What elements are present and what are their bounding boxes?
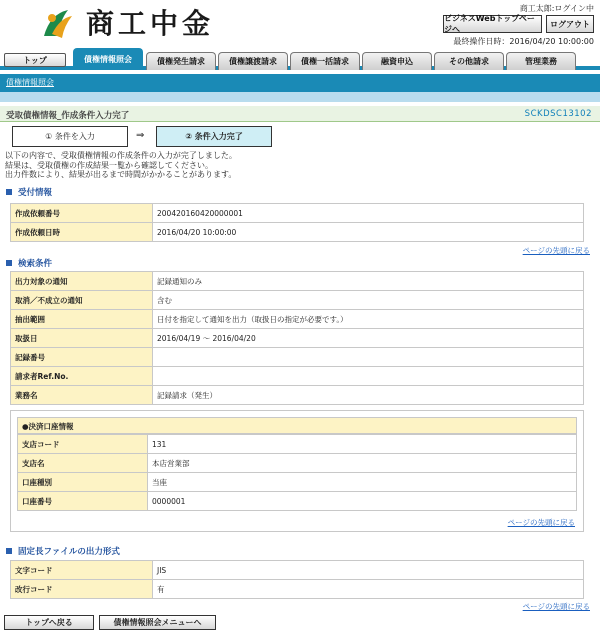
message-line: 出力件数により、結果が出るまで時間がかかることがあります。 [5,170,237,179]
last-operation-time: 最終操作日時：2016/04/20 10:00:00 [453,37,594,46]
tab-loan-application[interactable]: 融資申込 [362,52,432,70]
step-arrow: ⇒ [136,130,145,141]
char-code-label: 文字コード [11,561,153,580]
section-bullet-icon [6,189,12,195]
extraction-range-label: 抽出範囲 [11,310,153,329]
request-datetime-value: 2016/04/20 10:00:00 [153,223,584,242]
logout-button[interactable]: ログアウト [546,15,594,33]
table-row [11,386,584,405]
table-row [11,561,584,580]
back-to-top-button[interactable]: トップへ戻る [4,615,94,630]
business-name-label: 業務名 [11,386,153,405]
inquiry-menu-button[interactable]: 債権情報照会メニューへ [99,615,216,630]
table-row [11,348,584,367]
reception-heading [6,186,52,198]
handling-date-label: 取扱日 [11,329,153,348]
request-number-label: 作成依頼番号 [11,204,153,223]
user-status: 商工太郎:ログイン中 [519,4,594,13]
back-to-top-link[interactable]: ページの先頭に戻る [522,246,590,255]
settlement-account-table [17,434,577,511]
settlement-account-title: ●決済口座情報 [17,417,577,434]
search-heading [6,257,52,269]
reception-table [10,203,584,242]
page-title: 受取債権情報_作成条件入力完了 [6,111,130,121]
business-name-value: 記録請求（発生） [153,386,584,405]
fixed-file-heading-text: 固定長ファイルの出力形式 [18,547,120,557]
section-bullet-icon [6,260,12,266]
tab-top[interactable]: トップ [4,53,66,67]
table-row [11,223,584,242]
screen-id: SCKDSC13102 [524,109,592,119]
progress-steps [12,126,282,148]
settlement-account-panel [10,410,584,532]
account-number-label: 口座番号 [18,492,148,511]
tab-issue-request[interactable]: 債権発生請求 [146,52,216,70]
reception-heading-text: 受付情報 [18,188,53,198]
newline-code-label: 改行コード [11,580,153,599]
step-input-conditions: ① 条件を入力 [12,126,128,147]
table-row [11,204,584,223]
notification-target-label: 出力対象の通知 [11,272,153,291]
cancel-notification-value: 含む [153,291,584,310]
record-number-label: 記録番号 [11,348,153,367]
page-title-bar [0,106,600,122]
main-tabs [0,48,600,70]
subnav-receivable-inquiry-link[interactable]: 債権情報照会 [6,78,54,87]
requester-ref-label: 請求者Ref.No. [11,367,153,386]
handling-date-value: 2016/04/19 ～ 2016/04/20 [153,329,584,348]
notification-target-value: 記録通知のみ [153,272,584,291]
table-row [11,580,584,599]
subnav-divider [0,92,600,102]
completion-message [5,151,237,180]
tab-bulk-request[interactable]: 債権一括請求 [290,52,360,70]
step-input-complete: ② 条件入力完了 [156,126,272,147]
extraction-range-value: 日付を指定して通知を出力（取扱日の指定が必要です。） [153,310,584,329]
tab-other-request[interactable]: その他請求 [434,52,504,70]
brand-logo[interactable] [38,4,218,44]
branch-name-value: 本店営業部 [148,454,577,473]
brand-name: 商工中金 [86,7,215,40]
request-datetime-label: 作成依頼日時 [11,223,153,242]
newline-code-value: 有 [153,580,584,599]
request-number-value: 200420160420000001 [153,204,584,223]
message-line: 結果は、受取債権の作成結果一覧から確認してください。 [5,160,213,170]
sub-navigation [0,74,600,92]
table-row [11,329,584,348]
back-to-top-link[interactable]: ページの先頭に戻る [522,602,590,611]
fixed-file-table [10,560,584,599]
account-type-value: 当座 [148,473,577,492]
requester-ref-value [153,367,584,386]
branch-code-label: 支店コード [18,435,148,454]
tab-transfer-request[interactable]: 債権譲渡請求 [218,52,288,70]
business-web-top-button[interactable]: ビジネスWebトップページへ [443,15,542,33]
table-row [11,310,584,329]
logo-mark-icon [38,6,78,42]
fixed-file-heading [6,545,120,557]
tab-admin[interactable]: 管理業務 [506,52,576,70]
tab-receivable-inquiry[interactable]: 債権情報照会 [73,48,143,70]
message-line: 以下の内容で、受取債権情報の作成条件の入力が完了しました。 [5,151,237,160]
table-row [11,291,584,310]
header [0,0,600,48]
table-row [11,367,584,386]
section-bullet-icon [6,548,12,554]
branch-name-label: 支店名 [18,454,148,473]
table-row [18,435,577,454]
account-type-label: 口座種別 [18,473,148,492]
char-code-value: JIS [153,561,584,580]
table-row [18,454,577,473]
branch-code-value: 131 [148,435,577,454]
account-number-value: 0000001 [148,492,577,511]
table-row [11,272,584,291]
record-number-value [153,348,584,367]
search-heading-text: 検索条件 [18,259,53,269]
search-table [10,271,584,405]
back-to-top-link[interactable]: ページの先頭に戻る [507,518,575,527]
table-row [18,492,577,511]
cancel-notification-label: 取消／不成立の通知 [11,291,153,310]
table-row [18,473,577,492]
